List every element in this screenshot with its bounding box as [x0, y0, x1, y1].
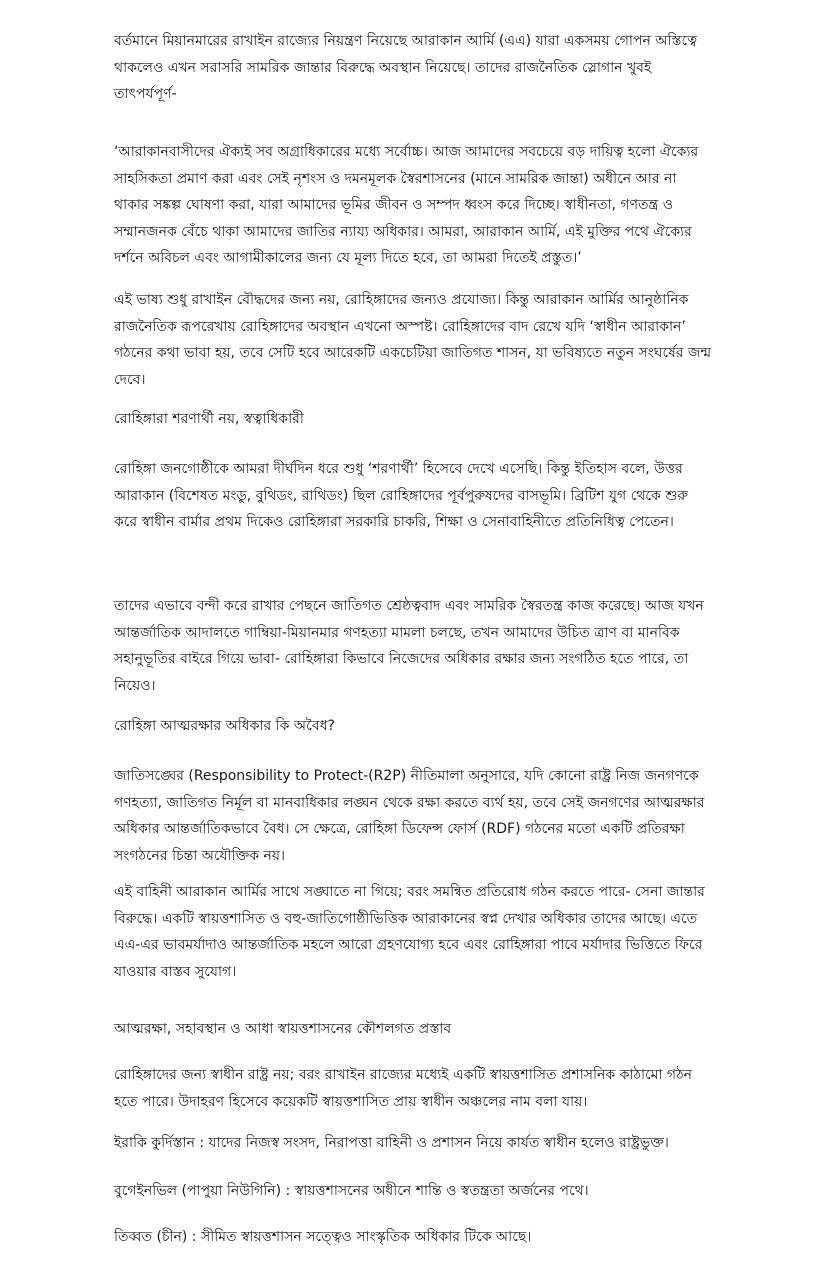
example-bougainville: বুগেইনভিল (পাপুয়া নিউগিনি) : স্বায়ত্তশাসনের অধীনে শান্তি ও স্বতন্ত্রতা অর্জনের পথে।	[114, 1183, 589, 1199]
genocide-case-paragraph: তাদের এভাবে বন্দী করে রাখার পেছনে জাতিগত শ্রেষ্ঠত্ববাদ এবং সামরিক স্বৈরতন্ত্র কাজ করেছে। আজ যখন আন্তর্জাতিক আদালতে গাম্বিয়া-মিয়ানমার গণহত্যা মামলা চলছে, তখন আমাদের উচিত ত্রাণ বা মানবিক সহানুভূতির বাইরে গিয়ে ভাবা- রোহিঙ্গারা কিভাবে নিজেদের অধিকার রক্ষার জন্য সংগঠিত হতে পারে, তা নিয়েও।	[114, 598, 704, 694]
slogan-quote-paragraph: ‘আরাকানবাসীদের ঐক্যই সব অগ্রাধিকারের মধ্যে সর্বোচ্চ। আজ আমাদের সবচেয়ে বড় দায়িত্ব হলো ঐক্যের সাহসিকতা প্রমাণ করা এবং সেই নৃশংস ও দমনমূলক স্বৈরশাসনের (মানে সামরিক জান্তা) অধীনে আর না থাকার সঙ্কল্প ঘোষণা করা, যারা আমাদের ভূমির জীবন ও সম্পদ ধ্বংস করে দিচ্ছে। স্বাধীনতা, গণতন্ত্র ও সম্মানজনক বেঁচে থাকা আমাদের জাতির ন্যায্য অধিকার। আমরা, আরাকান আর্মি, এই মুক্তির পথে ঐক্যের দর্শনে অবিচল এবং আগামীকালের জন্য যে মূল্য দিতে হবে, তা আমরা দিতেই প্রস্তুত।’	[114, 144, 699, 266]
autonomy-paragraph: রোহিঙ্গাদের জন্য স্বাধীন রাষ্ট্র নয়; বরং রাখাইন রাজ্যের মধ্যেই একটি স্বায়ত্তশাসিত প্রশাসনিক কাঠামো গঠন হতে পারে। উদাহরণ হিসেবে কয়েকটি স্বায়ত্তশাসিত প্রায় স্বাধীন অঞ্চলের নাম বলা যায়।	[114, 1067, 692, 1110]
r2p-paragraph: জাতিসঙ্ঘের (Responsibility to Protect-(R2P) নীতিমালা অনুসারে, যদি কোনো রাষ্ট্র নিজ জনগণকে গণহত্যা, জাতিগত নির্মূল বা মানবাধিকার লঙ্ঘন থেকে রক্ষা করতে ব্যর্থ হয়, তবে সেই জনগণের আত্মরক্ষার অধিকার আন্তর্জাতিকভাবে বৈধ। সে ক্ষেত্রে, রোহিঙ্গা ডিফেন্স ফোর্স (RDF) গঠনের মতো একটি প্রতিরক্ষা সংগঠনের চিন্তা অযৌক্তিক নয়।	[114, 768, 705, 864]
section-heading-rightful-owners: রোহিঙ্গারা শরণার্থী নয়, স্বত্বাধিকারী	[114, 411, 304, 427]
intro-paragraph: বর্তমানে মিয়ানমারের রাখাইন রাজ্যের নিয়ন্ত্রণ নিয়েছে আরাকান আর্মি (এএ) যারা একসময় গোপন অস্তিত্বে থাকলেও এখন সরাসরি সামরিক জান্তার বিরুদ্ধে অবস্থান নিয়েছে। তাদের রাজনৈতিক স্লোগান খুবই তাৎপর্যপূর্ণ-	[114, 33, 698, 102]
example-kurdistan: ইরাকি কুর্দিস্তান : যাদের নিজস্ব সংসদ, নিরাপত্তা বাহিনী ও প্রশাসন নিয়ে কার্যত স্বাধীন হলেও রাষ্ট্রভুক্ত।	[114, 1135, 669, 1151]
analysis-paragraph: এই ভাষ্য শুধু রাখাইন বৌদ্ধদের জন্য নয়, রোহিঙ্গাদের জন্যও প্রযোজ্য। কিন্তু আরাকান আর্মির আনুষ্ঠানিক রাজনৈতিক রূপরেখায় রোহিঙ্গাদের অবস্থান এখনো অস্পষ্ট। রোহিঙ্গাদের বাদ রেখে যদি ‘স্বাধীন আরাকান’ গঠনের কথা ভাবা হয়, তবে সেটি হবে আরেকটি একচেটিয়া জাতিগত শাসন, যা ভবিষ্যতে নতুন সংঘর্ষের জন্ম দেবে।	[114, 292, 712, 388]
example-tibet: তিব্বত (চীন) : সীমিত স্বায়ত্তশাসন সত্ত্বেও সাংস্কৃতিক অধিকার টিকে আছে।	[114, 1229, 532, 1245]
rdf-paragraph: এই বাহিনী আরাকান আর্মির সাথে সঙ্ঘাতে না গিয়ে; বরং সমন্বিত প্রতিরোধ গঠন করতে পারে- সেনা জান্তার বিরুদ্ধে। একটি স্বায়ত্তশাসিত ও বহু-জাতিগোষ্ঠীভিত্তিক আরাকানের স্বপ্ন দেখার অধিকার তাদের আছে। এতে এএ-এর ভাবমর্যাদাও আন্তর্জাতিক মহলে আরো গ্রহণযোগ্য হবে এবং রোহিঙ্গারা পাবে মর্যাদার ভিত্তিতে ফিরে যাওয়ার বাস্তব সুযোগ।	[114, 884, 705, 980]
history-paragraph: রোহিঙ্গা জনগোষ্ঠীকে আমরা দীর্ঘদিন ধরে শুধু ‘শরণার্থী’ হিসেবে দেখে এসেছি। কিন্তু ইতিহাস বলে, উত্তর আরাকান (বিশেষত মংডু, বুথিডং, রাথিডং) ছিল রোহিঙ্গাদের পূর্বপুরুষদের বাসভূমি। ব্রিটিশ যুগ থেকে শুরু করে স্বাধীন বার্মার প্রথম দিকেও রোহিঙ্গারা সরকারি চাকরি, শিক্ষা ও সেনাবাহিনীতে প্রতিনিধিত্ব পেতেন।	[114, 461, 689, 530]
section-heading-self-defense: রোহিঙ্গা আত্মরক্ষার অধিকার কি অবৈধ?	[114, 718, 335, 734]
section-heading-autonomy-proposal: আত্মরক্ষা, সহাবস্থান ও আধা স্বায়ত্তশাসনের কৌশলগত প্রস্তাব	[114, 1021, 452, 1037]
